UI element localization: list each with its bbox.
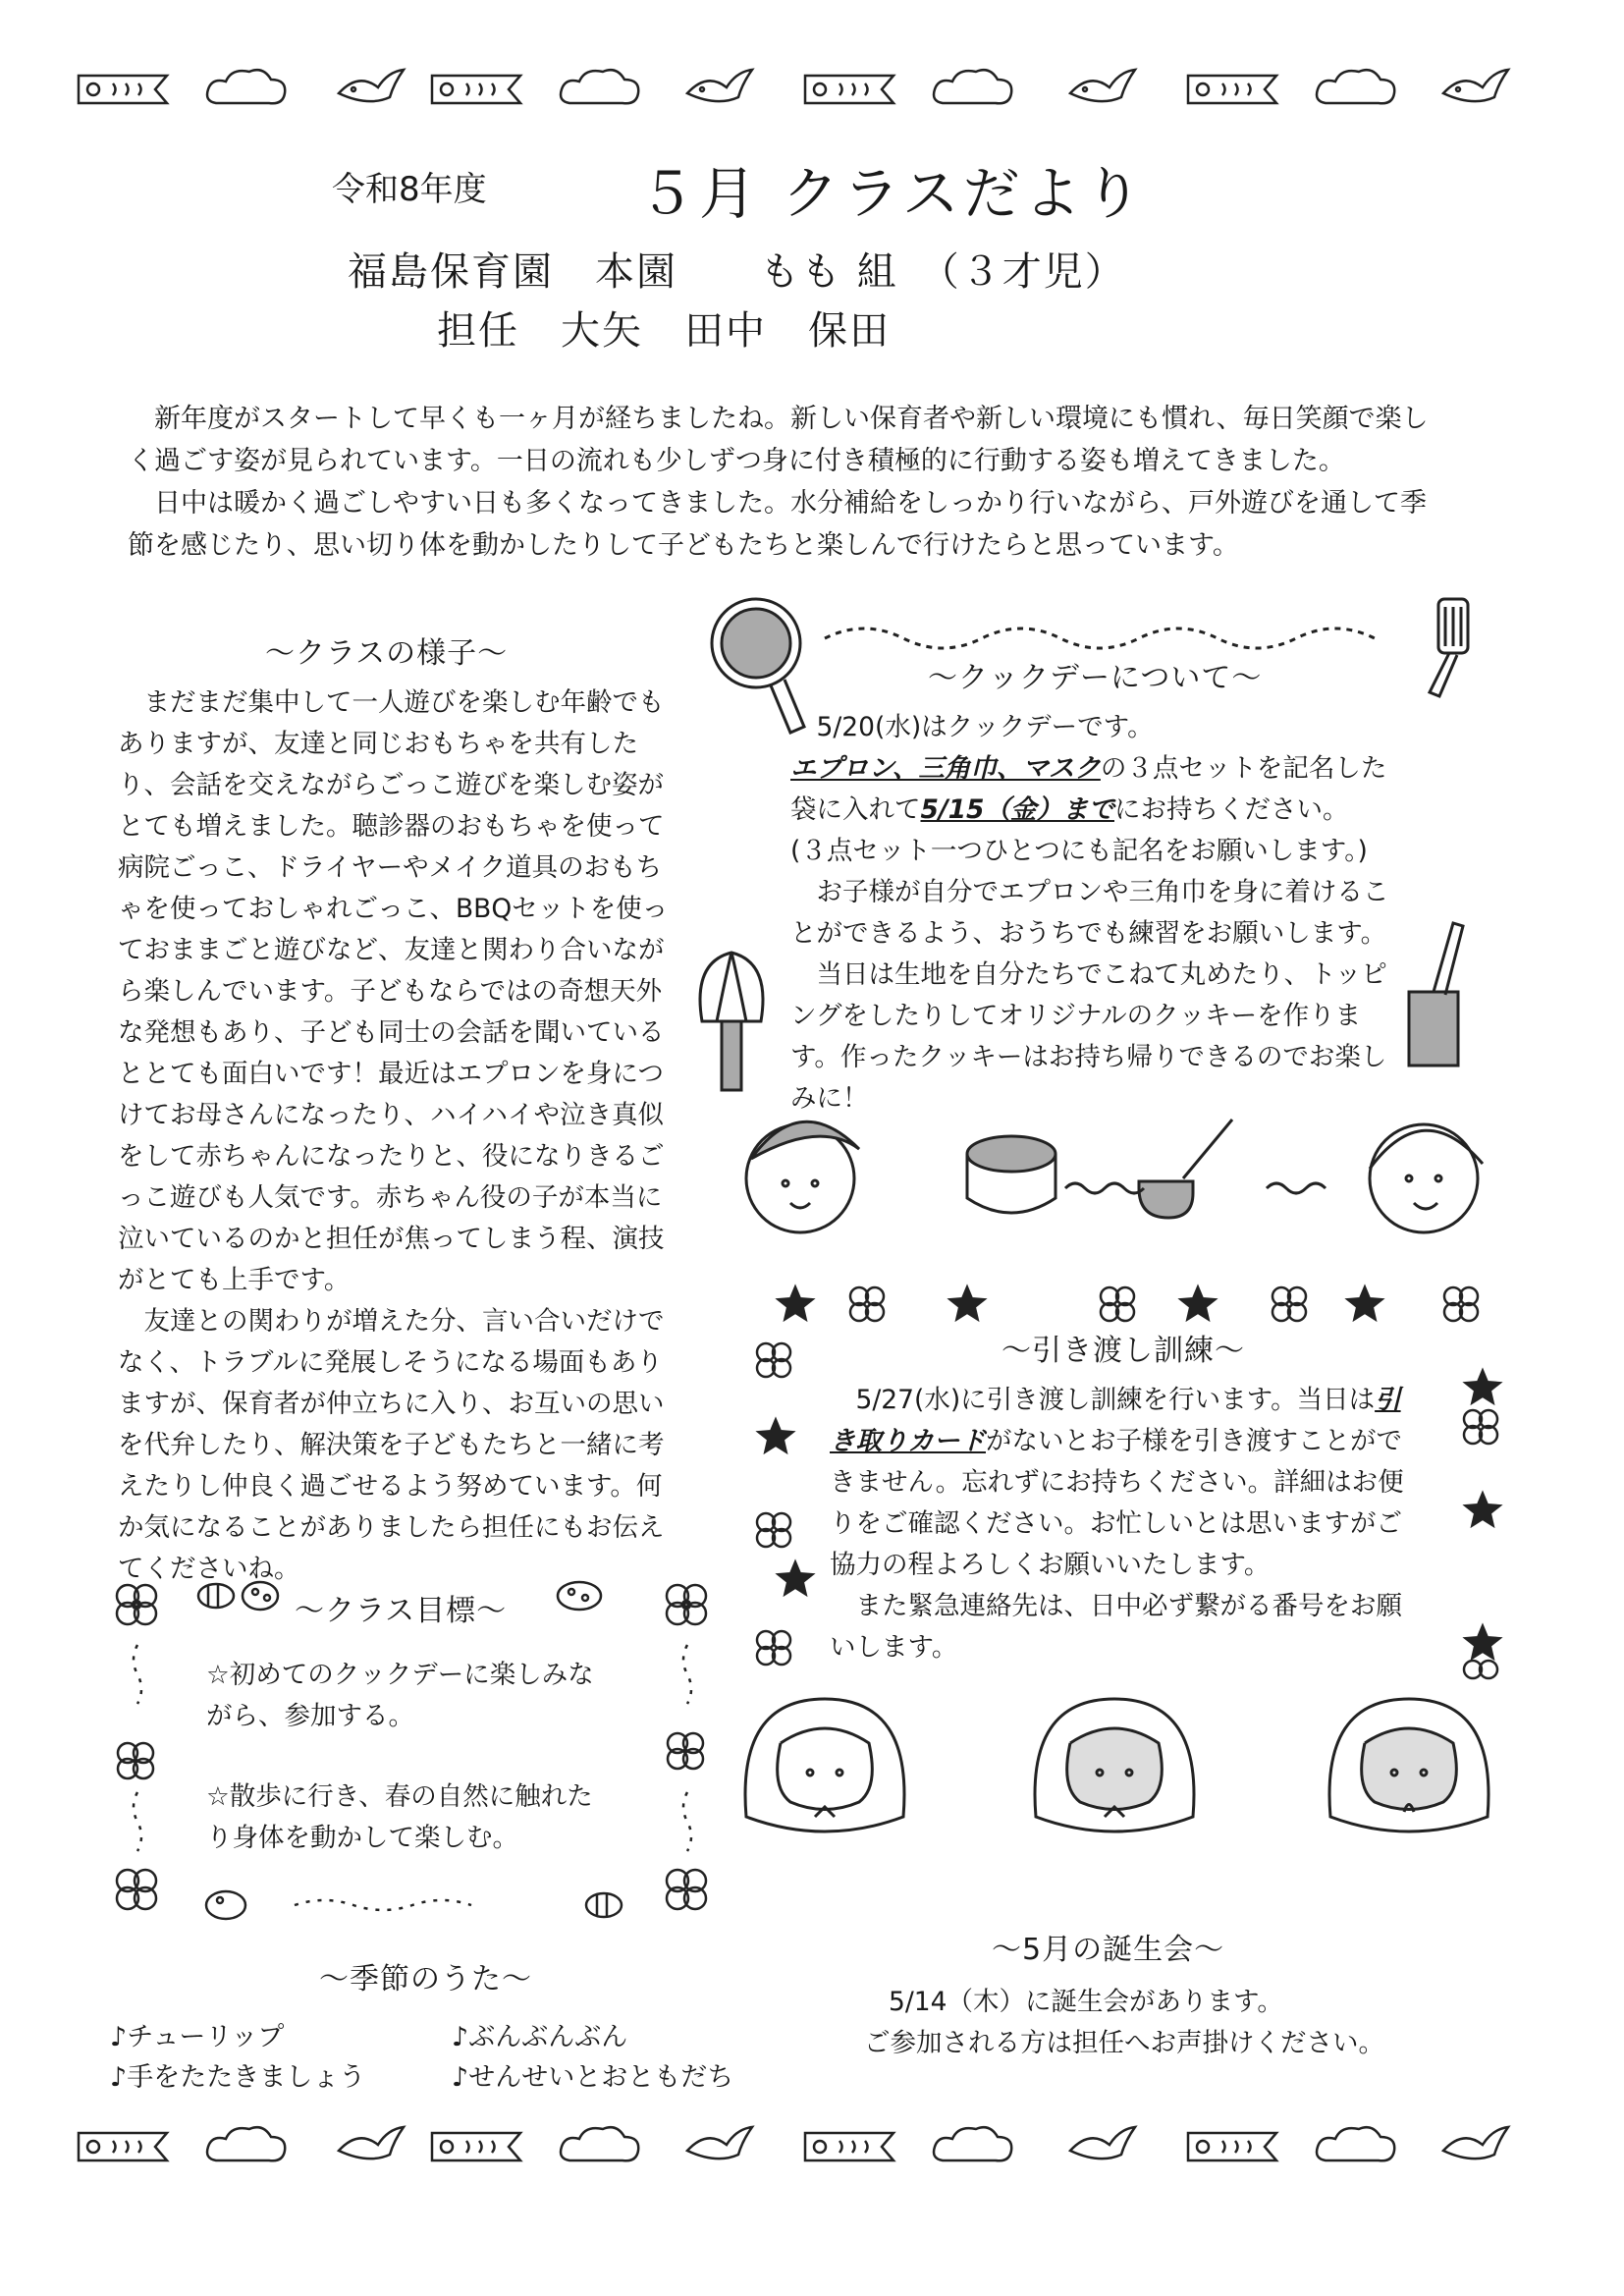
cook-day-heading: ～クックデーについて～ <box>928 661 1263 695</box>
hooded-children-illustration <box>736 1689 1502 1846</box>
flower-icon <box>667 1585 706 1624</box>
cloud-icon <box>207 2127 285 2160</box>
child-hood-icon <box>745 1699 904 1831</box>
intro-paragraph: 日中は暖かく過ごしやすい日も多くなってきました。水分補給をしっかり行いながら、戸外遊びを通して季節を感じたり、思い切り体を動かしたりして子どもたちと楽しんで行けたらと思っています。 <box>128 488 1427 561</box>
page-title: ５月 クラスだより <box>638 160 1146 227</box>
flower-icon <box>668 1733 703 1769</box>
song-item: ♪チューリップ <box>110 2022 285 2052</box>
star-icon <box>758 1419 793 1452</box>
koinobori-icon <box>1188 2133 1276 2160</box>
flower-icon <box>117 1870 156 1909</box>
star-icon <box>1465 1370 1500 1403</box>
koinobori-icon <box>79 76 167 103</box>
birthday-note: ご参加される方は担任へお声掛けください。 <box>864 2028 1384 2058</box>
koinobori-icon <box>432 2133 520 2160</box>
cook-day-instruction: の３点セットを記名した袋に入れて <box>790 753 1387 825</box>
bird-icon <box>687 70 752 101</box>
star-icon <box>1465 1493 1500 1526</box>
handover-paragraph: また緊急連絡先は、日中必ず繋がる番号をお願いします。 <box>830 1591 1402 1663</box>
bottom-decoration-strip <box>59 2111 1532 2180</box>
cloud-icon <box>207 70 285 103</box>
handover-detail: がないとお子様を引き渡すことができません。忘れずにお持ちください。詳細はお便りをご確認ください。お忙しいとは思いますがご協力の程よろしくお願いいたします。 <box>830 1426 1404 1580</box>
star-icon <box>1465 1625 1500 1659</box>
pickup-card-label: 引き取りカード <box>830 1385 1401 1456</box>
handover-heading: ～引き渡し訓練～ <box>1001 1334 1245 1368</box>
star-icon <box>778 1561 813 1595</box>
bee-icon <box>198 1584 234 1608</box>
class-goal-list <box>206 1655 619 1859</box>
ladybug-icon <box>243 1582 278 1610</box>
flower-icon <box>117 1585 156 1624</box>
star-icon <box>949 1286 985 1320</box>
flower-icon <box>667 1870 706 1909</box>
ladybug-icon <box>558 1582 601 1610</box>
bowl-icon <box>967 1136 1056 1213</box>
flower-icon <box>757 1631 790 1665</box>
class-state-section <box>118 683 687 1590</box>
class-goal-item: ☆初めてのクックデーに楽しみながら、参加する。 <box>206 1660 594 1731</box>
child-hood-icon <box>1035 1699 1194 1831</box>
class-state-heading: ～クラスの様子～ <box>265 636 509 671</box>
cloud-icon <box>561 70 638 103</box>
teachers-line: 担任 大矢 田中 保田 <box>437 308 891 354</box>
flower-icon <box>1272 1287 1306 1321</box>
star-icon <box>1180 1286 1216 1320</box>
child-face-icon <box>1370 1124 1483 1232</box>
flower-icon <box>757 1343 790 1377</box>
song-item: ♪手をたたきましょう <box>110 2062 366 2093</box>
handover-date: 5/27(水)に引き渡し訓練を行います。当日は <box>855 1385 1376 1415</box>
star-icon <box>1347 1286 1382 1320</box>
cook-day-section <box>790 707 1409 1120</box>
koinobori-icon <box>805 76 893 103</box>
bird-icon <box>339 2127 404 2159</box>
flower-icon <box>850 1287 884 1321</box>
song-item: ♪せんせいとおともだち <box>452 2062 734 2093</box>
top-decoration-strip <box>59 54 1532 123</box>
cloud-icon <box>1317 70 1394 103</box>
child-hood-icon <box>1329 1699 1489 1831</box>
school-class-line: 福島保育園 本園 もも 組 （３才児） <box>348 249 1126 295</box>
cook-day-date: 5/20(水)はクックデーです。 <box>816 712 1154 742</box>
bird-icon <box>1070 2127 1135 2159</box>
whisk-icon <box>700 953 763 1090</box>
flower-icon <box>1444 1287 1478 1321</box>
ladle-icon <box>1139 1120 1232 1218</box>
bee-icon <box>586 1893 622 1917</box>
cook-day-note: (３点セット一つひとつにも記名をお願いします。) <box>790 836 1368 866</box>
cook-day-instruction-end: にお持ちください。 <box>1114 794 1349 825</box>
child-face-icon <box>746 1121 859 1232</box>
ladybug-icon <box>206 1891 245 1919</box>
birthday-section <box>864 1982 1473 2064</box>
class-state-paragraph: 友達との関わりが増えた分、言い合いだけでなく、トラブルに発展しそうになる場面もありますが、保育者が仲立ちに入り、お互いの思いを代弁したり、解決策を子どもたちと一緒に考えたりし仲良く過ごせるよう努めています。何か気になることがありましたら担任にもお伝えてくださいね。 <box>118 1306 665 1584</box>
koinobori-icon <box>805 2133 893 2160</box>
cloud-icon <box>561 2127 638 2160</box>
bird-icon <box>1070 70 1135 101</box>
flower-icon <box>757 1513 790 1547</box>
bird-icon <box>687 2127 752 2159</box>
class-state-paragraph: まだまだ集中して一人遊びを楽しむ年齢でもありますが、友達と同じおもちゃを共有したり、会話を交えながらごっこ遊びを楽しむ姿がとても増えました。聴診器のおもちゃを使って病院ごっこ、ドライヤーやメイク道具のおもちゃを使っておしゃれごっこ、BBQセットを使っておままごと遊びなど、友達と関わり合いながら楽しんでいます。子どもならではの奇想天外な発想もあり、子ども同士の会話を聞いているととても面白いです！最近はエプロンを身につけてお母さんになったり、ハイハイや泣き真似をして赤ちゃんになったりと、役になりきるごっこ遊びも人気です。赤ちゃん役の子が本当に泣いているのかと担任が焦ってしまう程、演技がとても上手です。 <box>118 687 669 1295</box>
koinobori-icon <box>432 76 520 103</box>
flower-icon <box>1464 1410 1497 1444</box>
intro-paragraph: 新年度がスタートして早くも一ヶ月が経ちましたね。新しい保育者や新しい環境にも慣れ、毎日笑顔で楽しく過ごす姿が見られています。一日の流れも少しずつ身に付き積極的に行動する姿も増えてきました。 <box>128 404 1429 476</box>
turner-icon <box>1409 923 1463 1066</box>
flower-icon <box>1101 1287 1134 1321</box>
cook-day-paragraph: お子様が自分でエプロンや三角巾を身に着けることができるよう、おうちでも練習をお願いします。 <box>790 877 1389 949</box>
bird-icon <box>339 70 404 101</box>
star-icon <box>778 1286 813 1320</box>
cook-day-deadline: 5/15（金）まで <box>920 794 1114 825</box>
koinobori-icon <box>1188 76 1276 103</box>
fiscal-year: 令和8年度 <box>332 170 487 209</box>
flower-icon <box>1464 1661 1497 1678</box>
handover-section <box>830 1380 1419 1668</box>
cloud-icon <box>934 2127 1011 2160</box>
birthday-heading: ～5月の誕生会～ <box>992 1933 1225 1967</box>
birthday-date: 5/14（木）に誕生会があります。 <box>889 1987 1283 2017</box>
flower-icon <box>118 1743 153 1778</box>
cook-day-items: エプロン、三角巾、マスク <box>790 753 1101 784</box>
class-goal-item: ☆散歩に行き、春の自然に触れたり身体を動かして楽しむ。 <box>206 1781 593 1853</box>
cook-day-paragraph: 当日は生地を自分たちでこねて丸めたり、トッピングをしたりしてオリジナルのクッキーを作ります。作ったクッキーはお持ち帰りできるのでお楽しみに！ <box>790 959 1387 1114</box>
bird-icon <box>1443 70 1508 101</box>
cloud-icon <box>934 70 1011 103</box>
song-item: ♪ぶんぶんぶん <box>452 2022 628 2052</box>
class-goal-heading: ～クラス目標～ <box>295 1594 508 1628</box>
bird-icon <box>1443 2127 1508 2159</box>
koinobori-icon <box>79 2133 167 2160</box>
cloud-icon <box>1317 2127 1394 2160</box>
spatula-icon <box>1430 599 1468 696</box>
songs-heading: ～季節のうた～ <box>319 1962 532 1996</box>
intro-section <box>128 398 1434 567</box>
